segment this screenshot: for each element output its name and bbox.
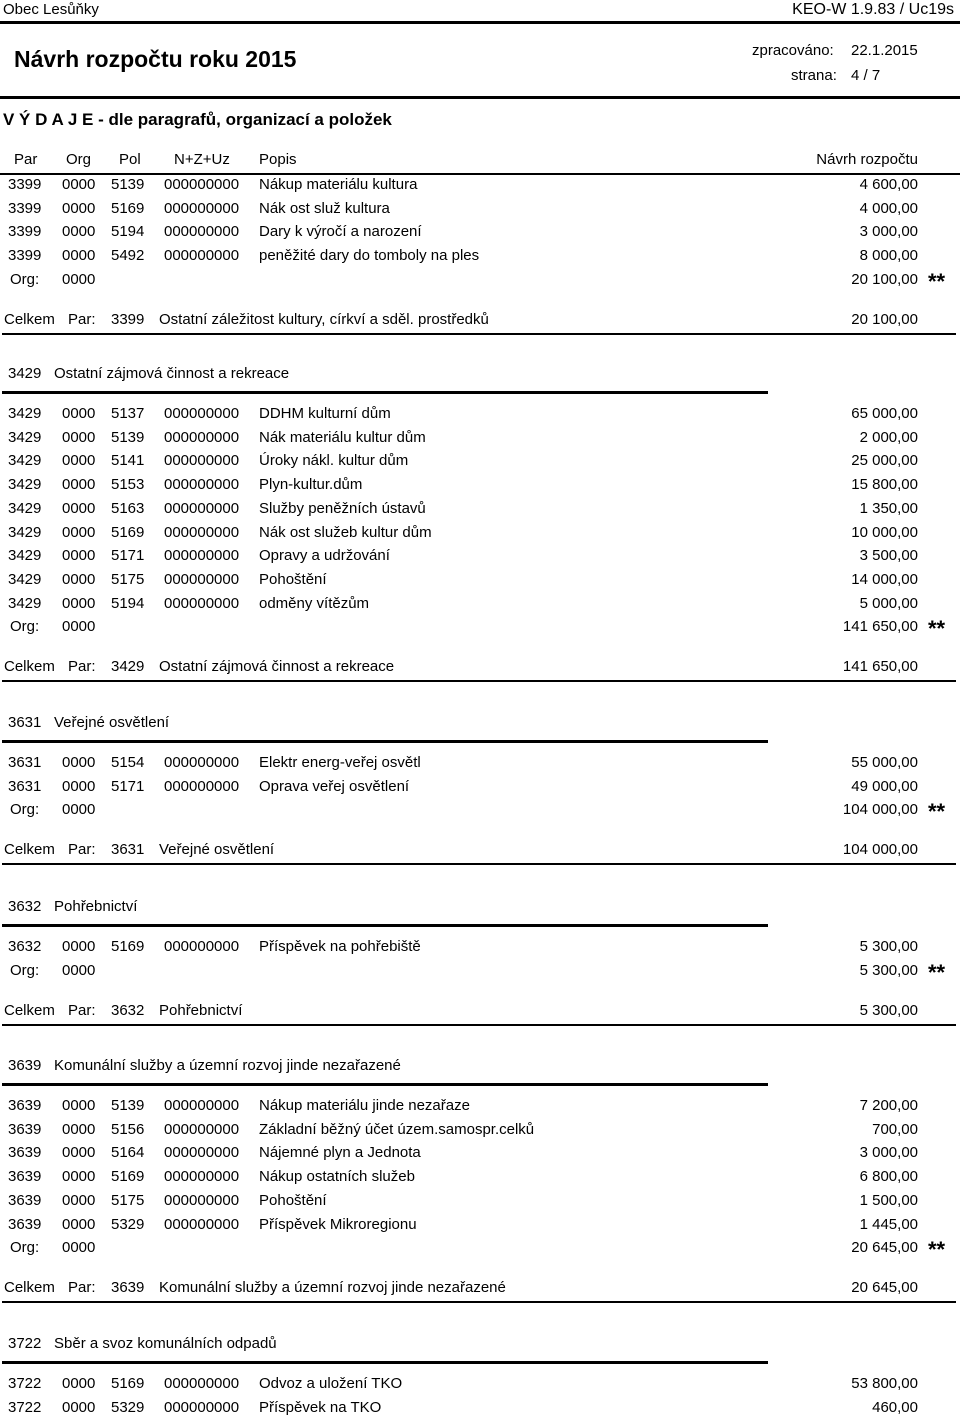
total-title: Ostatní záležitost kultury, církví a sděl. prostředků [159, 310, 489, 328]
org-label: Org: [10, 1239, 40, 1257]
cell-amount: 3 000,00 [859, 223, 918, 241]
software-version: KEO-W 1.9.83 / Uc19s [792, 1, 954, 18]
table-row [0, 1375, 960, 1397]
table-row [0, 452, 960, 474]
total-label: Celkem [4, 841, 55, 859]
cell-amount: 49 000,00 [851, 777, 918, 795]
cell-nzu: 000000000 [164, 1168, 240, 1186]
total-label: Celkem [4, 658, 55, 676]
cell-par: 3722 [8, 1398, 42, 1416]
cell-org: 0000 [62, 777, 96, 795]
cell-org: 0000 [62, 405, 96, 422]
table-row [0, 429, 960, 451]
table-row [0, 223, 960, 245]
cell-amount: 2 000,00 [859, 428, 918, 446]
cell-pol: 5171 [111, 547, 145, 565]
cell-pol: 5169 [111, 1168, 145, 1186]
table-row [0, 524, 960, 546]
section-total-rule [2, 333, 956, 335]
cell-org: 0000 [62, 1144, 96, 1162]
cell-par: 3399 [8, 223, 42, 241]
cell-nzu: 000000000 [164, 1097, 240, 1114]
cell-org: 0000 [62, 754, 96, 771]
section-rule [2, 1361, 768, 1364]
cell-nzu: 000000000 [164, 428, 240, 446]
cell-amount: 15 800,00 [851, 476, 918, 494]
cell-amount: 4 000,00 [859, 199, 918, 217]
column-header-amount: Návrh rozpočtu [816, 151, 918, 168]
cell-org: 0000 [62, 452, 96, 470]
section-header [0, 1057, 960, 1079]
section-total-amount: 104 000,00 [842, 841, 918, 859]
column-header-org: Org [66, 151, 92, 168]
table-row [0, 247, 960, 269]
cell-par: 3631 [8, 777, 42, 795]
total-par-label: Par: [68, 1001, 96, 1019]
cell-pol: 5153 [111, 476, 145, 494]
section-title: Sběr a svoz komunálních odpadů [54, 1335, 277, 1352]
section-total-row [0, 311, 960, 333]
total-title: Pohřebnictví [159, 1001, 243, 1019]
cell-amount: 4 600,00 [859, 176, 918, 193]
section-total-amount: 20 645,00 [851, 1279, 918, 1297]
table-row [0, 405, 960, 427]
cell-pol: 5154 [111, 754, 145, 771]
cell-pol: 5139 [111, 428, 145, 446]
total-title: Ostatní zájmová činnost a rekreace [159, 658, 395, 676]
column-header-row [0, 151, 960, 173]
cell-amount: 65 000,00 [851, 405, 918, 422]
cell-pol: 5169 [111, 938, 145, 955]
cell-par: 3429 [8, 476, 42, 494]
cell-org: 0000 [62, 247, 96, 265]
cell-amount: 1 500,00 [859, 1191, 918, 1209]
cell-org: 0000 [62, 1375, 96, 1392]
cell-pol: 5329 [111, 1215, 145, 1233]
cell-popis: Odvoz a uložení TKO [259, 1375, 403, 1392]
page-number: 4 / 7 [851, 67, 881, 84]
processed-label: zpracováno: [752, 42, 834, 59]
cell-popis: Služby peněžních ústavů [259, 499, 426, 517]
cell-nzu: 000000000 [164, 1375, 240, 1392]
cell-pol: 5163 [111, 499, 145, 517]
cell-popis: Příspěvek na TKO [259, 1398, 382, 1416]
org-code: 0000 [62, 801, 96, 819]
cell-popis: Nákup ostatních služeb [259, 1168, 415, 1186]
section-code: 3722 [8, 1335, 42, 1352]
cell-par: 3631 [8, 754, 42, 771]
cell-org: 0000 [62, 223, 96, 241]
section-total-rule [2, 1024, 956, 1026]
cell-nzu: 000000000 [164, 547, 240, 565]
subtotal-marker: ** [928, 616, 946, 642]
cell-org: 0000 [62, 176, 96, 193]
org-code: 0000 [62, 618, 96, 636]
subtotal-marker: ** [928, 959, 946, 985]
cell-org: 0000 [62, 1191, 96, 1209]
cell-org: 0000 [62, 1168, 96, 1186]
cell-popis: Pohoštění [259, 570, 327, 588]
cell-popis: odměny vítězům [259, 594, 370, 612]
cell-pol: 5175 [111, 570, 145, 588]
cell-amount: 8 000,00 [859, 247, 918, 265]
table-row [0, 547, 960, 569]
total-par-code: 3429 [111, 658, 145, 676]
column-header-popis: Popis [259, 151, 297, 168]
column-header-pol: Pol [119, 151, 141, 168]
subtotal-marker: ** [928, 268, 946, 294]
table-row [0, 1399, 960, 1421]
cell-amount: 3 500,00 [859, 547, 918, 565]
cell-nzu: 000000000 [164, 1120, 240, 1138]
section-total-amount: 5 300,00 [859, 1001, 918, 1019]
section-code: 3639 [8, 1057, 42, 1074]
cell-pol: 5137 [111, 405, 145, 422]
table-row [0, 1121, 960, 1143]
total-par-code: 3631 [111, 841, 145, 859]
cell-amount: 10 000,00 [851, 523, 918, 541]
table-row [0, 938, 960, 960]
table-row [0, 1216, 960, 1238]
cell-amount: 53 800,00 [851, 1375, 918, 1392]
cell-popis: Nák ost služeb kultur dům [259, 523, 432, 541]
cell-popis: Nákup materiálu kultura [259, 176, 418, 193]
cell-nzu: 000000000 [164, 754, 240, 771]
cell-amount: 1 350,00 [859, 499, 918, 517]
page-title: Návrh rozpočtu roku 2015 [14, 46, 297, 72]
section-header [0, 898, 960, 920]
total-label: Celkem [4, 1001, 55, 1019]
table-row [0, 595, 960, 617]
column-header-nzu: N+Z+Uz [174, 151, 230, 168]
cell-pol: 5139 [111, 176, 145, 193]
section-title: Ostatní zájmová činnost a rekreace [54, 365, 290, 382]
org-code: 0000 [62, 1239, 96, 1257]
municipality-name: Obec Lesůňky [3, 1, 99, 18]
section-code: 3429 [8, 365, 42, 382]
cell-popis: Elektr energ-veřej osvětl [259, 754, 421, 771]
column-header-rule [0, 173, 960, 175]
cell-popis: DDHM kulturní dům [259, 405, 391, 422]
cell-org: 0000 [62, 570, 96, 588]
section-rule [2, 924, 768, 927]
org-label: Org: [10, 961, 40, 979]
cell-par: 3399 [8, 176, 42, 193]
total-par-code: 3399 [111, 310, 145, 328]
cell-nzu: 000000000 [164, 1144, 240, 1162]
cell-popis: Nák ost služ kultura [259, 199, 390, 217]
org-subtotal-row [0, 959, 960, 985]
total-label: Celkem [4, 1279, 55, 1297]
cell-amount: 700,00 [872, 1120, 918, 1138]
cell-org: 0000 [62, 476, 96, 494]
cell-par: 3399 [8, 247, 42, 265]
cell-pol: 5175 [111, 1191, 145, 1209]
section-total-row [0, 658, 960, 680]
cell-popis: Opravy a udržování [259, 547, 390, 565]
cell-org: 0000 [62, 199, 96, 217]
org-subtotal-amount: 20 645,00 [851, 1239, 918, 1257]
org-label: Org: [10, 801, 40, 819]
cell-nzu: 000000000 [164, 223, 240, 241]
total-par-label: Par: [68, 1279, 96, 1297]
cell-popis: Oprava veřej osvětlení [259, 777, 410, 795]
cell-amount: 55 000,00 [851, 754, 918, 771]
section-rule [2, 391, 768, 394]
org-subtotal-amount: 5 300,00 [859, 961, 918, 979]
cell-org: 0000 [62, 1120, 96, 1138]
section-total-rule [2, 863, 956, 865]
table-row [0, 1097, 960, 1119]
cell-nzu: 000000000 [164, 523, 240, 541]
cell-amount: 25 000,00 [851, 452, 918, 470]
processed-date: 22.1.2015 [851, 42, 918, 59]
cell-pol: 5141 [111, 452, 145, 470]
total-par-code: 3632 [111, 1001, 145, 1019]
table-row [0, 1144, 960, 1166]
cell-pol: 5194 [111, 223, 145, 241]
cell-nzu: 000000000 [164, 452, 240, 470]
cell-nzu: 000000000 [164, 1398, 240, 1416]
total-par-label: Par: [68, 310, 96, 328]
table-row [0, 1192, 960, 1214]
total-par-label: Par: [68, 841, 96, 859]
cell-par: 3399 [8, 199, 42, 217]
cell-org: 0000 [62, 1398, 96, 1416]
org-label: Org: [10, 270, 40, 288]
cell-popis: Základní běžný účet územ.samospr.celků [259, 1120, 535, 1138]
cell-nzu: 000000000 [164, 1215, 240, 1233]
cell-popis: Pohoštění [259, 1191, 327, 1209]
section-total-rule [2, 1301, 956, 1303]
section-code: 3631 [8, 714, 42, 731]
cell-par: 3429 [8, 594, 42, 612]
total-label: Celkem [4, 310, 55, 328]
cell-par: 3429 [8, 428, 42, 446]
total-title: Komunální služby a územní rozvoj jinde nezařazené [159, 1279, 506, 1297]
cell-amount: 6 800,00 [859, 1168, 918, 1186]
cell-nzu: 000000000 [164, 247, 240, 265]
org-subtotal-amount: 20 100,00 [851, 270, 918, 288]
table-row [0, 200, 960, 222]
cell-org: 0000 [62, 1215, 96, 1233]
cell-org: 0000 [62, 499, 96, 517]
cell-popis: Příspěvek na pohřebiště [259, 938, 421, 955]
org-label: Org: [10, 618, 40, 636]
section-total-rule [2, 680, 956, 682]
cell-org: 0000 [62, 1097, 96, 1114]
org-subtotal-row [0, 268, 960, 294]
cell-nzu: 000000000 [164, 570, 240, 588]
section-title: Pohřebnictví [54, 898, 138, 915]
page-label: strana: [791, 67, 837, 84]
cell-par: 3429 [8, 405, 42, 422]
cell-pol: 5156 [111, 1120, 145, 1138]
section-rule [2, 1083, 768, 1086]
cell-nzu: 000000000 [164, 199, 240, 217]
total-par-label: Par: [68, 658, 96, 676]
table-row [0, 476, 960, 498]
cell-pol: 5171 [111, 777, 145, 795]
org-subtotal-row [0, 801, 960, 823]
report-subtitle: V Ý D A J E - dle paragrafů, organizací a položek [3, 110, 392, 129]
cell-pol: 5169 [111, 199, 145, 217]
section-total-row [0, 1002, 960, 1024]
cell-popis: Nájemné plyn a Jednota [259, 1144, 421, 1162]
subtotal-marker: ** [928, 1237, 946, 1263]
cell-pol: 5329 [111, 1398, 145, 1416]
org-subtotal-row [0, 618, 960, 640]
cell-par: 3632 [8, 938, 42, 955]
cell-nzu: 000000000 [164, 405, 240, 422]
cell-par: 3429 [8, 499, 42, 517]
cell-amount: 7 200,00 [859, 1097, 918, 1114]
total-title: Veřejné osvětlení [159, 841, 275, 859]
cell-org: 0000 [62, 938, 96, 955]
section-total-row [0, 1279, 960, 1301]
section-title: Komunální služby a územní rozvoj jinde nezařazené [54, 1057, 401, 1074]
section-title: Veřejné osvětlení [54, 714, 170, 731]
cell-par: 3429 [8, 570, 42, 588]
cell-amount: 5 000,00 [859, 594, 918, 612]
cell-org: 0000 [62, 594, 96, 612]
cell-amount: 1 445,00 [859, 1215, 918, 1233]
cell-org: 0000 [62, 428, 96, 446]
org-code: 0000 [62, 961, 96, 979]
cell-org: 0000 [62, 547, 96, 565]
cell-amount: 460,00 [872, 1398, 918, 1416]
cell-popis: Úroky nákl. kultur dům [259, 452, 409, 470]
cell-nzu: 000000000 [164, 499, 240, 517]
cell-par: 3639 [8, 1097, 42, 1114]
cell-nzu: 000000000 [164, 1191, 240, 1209]
org-subtotal-row [0, 1239, 960, 1261]
cell-org: 0000 [62, 523, 96, 541]
cell-par: 3639 [8, 1215, 42, 1233]
cell-pol: 5169 [111, 523, 145, 541]
cell-pol: 5169 [111, 1375, 145, 1392]
org-subtotal-amount: 141 650,00 [842, 618, 918, 636]
cell-nzu: 000000000 [164, 938, 240, 955]
total-par-code: 3639 [111, 1279, 145, 1297]
cell-amount: 14 000,00 [851, 570, 918, 588]
cell-par: 3639 [8, 1120, 42, 1138]
cell-nzu: 000000000 [164, 594, 240, 612]
section-code: 3632 [8, 898, 42, 915]
cell-par: 3639 [8, 1144, 42, 1162]
cell-par: 3429 [8, 547, 42, 565]
section-total-amount: 20 100,00 [851, 310, 918, 328]
cell-pol: 5139 [111, 1097, 145, 1114]
table-row [0, 1168, 960, 1190]
org-code: 0000 [62, 270, 96, 288]
header-top-rule [0, 21, 960, 24]
table-row [0, 778, 960, 800]
cell-popis: Plyn-kultur.dům [259, 476, 363, 494]
table-row [0, 571, 960, 593]
section-rule [2, 740, 768, 743]
cell-amount: 5 300,00 [859, 938, 918, 955]
section-header [0, 714, 960, 736]
cell-popis: Příspěvek Mikroregionu [259, 1215, 417, 1233]
cell-pol: 5492 [111, 247, 145, 265]
cell-nzu: 000000000 [164, 176, 240, 193]
org-subtotal-amount: 104 000,00 [842, 801, 918, 819]
section-total-amount: 141 650,00 [842, 658, 918, 676]
cell-par: 3429 [8, 452, 42, 470]
section-total-row [0, 841, 960, 863]
table-row [0, 754, 960, 776]
cell-par: 3639 [8, 1168, 42, 1186]
cell-pol: 5164 [111, 1144, 145, 1162]
cell-par: 3639 [8, 1191, 42, 1209]
cell-nzu: 000000000 [164, 777, 240, 795]
cell-amount: 3 000,00 [859, 1144, 918, 1162]
table-row [0, 500, 960, 522]
cell-popis: peněžité dary do tomboly na ples [259, 247, 480, 265]
cell-par: 3429 [8, 523, 42, 541]
cell-nzu: 000000000 [164, 476, 240, 494]
subtotal-marker: ** [928, 799, 946, 825]
cell-pol: 5194 [111, 594, 145, 612]
header-rule [0, 96, 960, 99]
table-row [0, 176, 960, 198]
cell-par: 3722 [8, 1375, 42, 1392]
column-header-par: Par [14, 151, 38, 168]
section-header [0, 1335, 960, 1357]
section-header [0, 365, 960, 387]
cell-popis: Dary k výročí a narození [259, 223, 422, 241]
cell-popis: Nák materiálu kultur dům [259, 428, 426, 446]
cell-popis: Nákup materiálu jinde nezařaze [259, 1097, 470, 1114]
